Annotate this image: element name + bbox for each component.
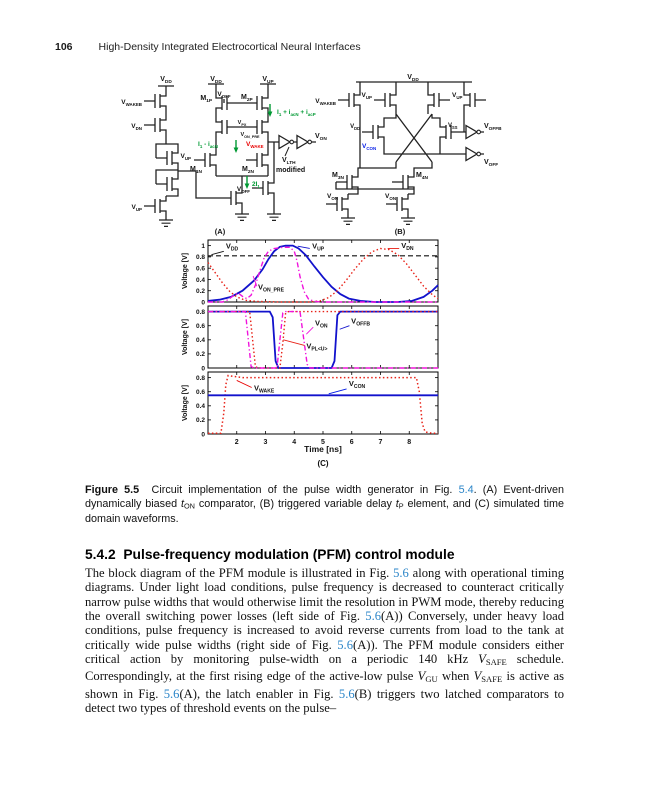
nmos-transistor-m2n	[246, 150, 268, 170]
text-run: V	[350, 124, 355, 130]
text-run: WAKE	[250, 144, 264, 149]
label-vlth	[282, 157, 296, 166]
cross-reference-link[interactable]: 5.6	[338, 686, 355, 701]
label-m2p	[241, 94, 253, 103]
running-title: High-Density Integrated Electrocortical Neural Interfaces	[98, 41, 361, 53]
text-run: M	[190, 166, 196, 173]
label-m4n	[416, 172, 428, 181]
text-run: 1	[278, 112, 282, 117]
label-vdd	[160, 76, 172, 85]
text-run: ON	[389, 196, 396, 201]
cross-reference-link[interactable]: 5.4	[458, 484, 474, 496]
y-tick-label: 0.6	[195, 389, 205, 397]
text-run: WAKEB	[319, 101, 336, 106]
text-run: element, and (C) simulated time domain waveforms.	[85, 498, 564, 525]
label-von-right	[385, 193, 396, 201]
x-tick-label: 4	[292, 439, 297, 446]
text-run: + i	[298, 109, 308, 116]
text-run: OFF	[241, 189, 250, 194]
annotation-arrow	[329, 389, 347, 394]
text-run: V	[478, 652, 486, 667]
text-run: ON	[183, 501, 195, 511]
text-run: 4N	[421, 176, 428, 181]
text-run: V	[362, 143, 367, 150]
text-run: DD	[214, 80, 222, 85]
figure-panel-tag-b: (B)	[394, 227, 406, 236]
text-run: OFFB	[356, 321, 371, 328]
text-run: I	[277, 109, 279, 116]
text-run: 3N	[337, 176, 344, 181]
text-run: GU	[425, 674, 438, 685]
text-run: + i	[281, 109, 291, 116]
nmos-transistor	[144, 196, 166, 216]
text-run: PL<U>	[311, 346, 328, 353]
label-voff	[217, 91, 230, 99]
text-run: CON	[353, 384, 366, 391]
series-label	[254, 383, 275, 394]
text-run: SAFE	[485, 657, 507, 668]
label-vup-mid	[181, 153, 192, 161]
x-tick-label: 3	[263, 439, 268, 446]
text-run: V	[417, 669, 426, 684]
text-run: V	[254, 383, 260, 393]
label-vdd-inner	[350, 124, 360, 131]
y-tick-label: 0.8	[195, 308, 205, 316]
text-run: SS	[452, 125, 458, 130]
series-label	[351, 317, 370, 328]
series-V_WAKE	[208, 376, 438, 434]
text-run: V	[315, 133, 320, 140]
text-run: SAFE	[481, 674, 503, 685]
text-run: M	[416, 172, 422, 179]
text-run: LTH	[286, 161, 296, 166]
text-run: UP	[135, 207, 142, 212]
text-run: comparator, (B) triggered variable delay	[194, 498, 396, 511]
text-run: I	[198, 141, 200, 148]
label-vpx	[238, 120, 247, 127]
series-label	[349, 379, 366, 390]
current-arrow	[234, 140, 239, 153]
series-label	[312, 241, 325, 252]
text-run: Figure 5.5	[85, 484, 140, 496]
x-tick-label: 5	[321, 439, 325, 446]
text-run: is active as shown in Fig.	[85, 669, 565, 701]
series-V_PL<U>	[208, 312, 438, 368]
pmos-transistor	[338, 90, 360, 110]
text-run: The block diagram of the PFM module is illustrated in Fig.	[85, 566, 394, 580]
x-tick-label: 6	[349, 439, 354, 446]
text-run: V	[361, 92, 366, 99]
text-run: PX	[241, 123, 247, 127]
label-voff-bot	[237, 186, 250, 194]
label-vup-right	[452, 92, 463, 100]
text-run: DN	[406, 245, 414, 252]
text-run: ON	[319, 137, 327, 142]
y-tick-label: 0.4	[195, 403, 205, 411]
x-tick-label: 2	[234, 439, 239, 446]
running-head	[55, 41, 361, 53]
y-tick-label: 0	[201, 365, 205, 373]
text-run: OFFB	[488, 127, 502, 132]
cross-reference-link[interactable]: 5.6	[365, 609, 382, 624]
series-V_UP	[208, 246, 438, 302]
text-run: ON_PRE	[263, 287, 284, 294]
text-run: (A), the latch enabler in Fig.	[179, 686, 339, 701]
pmos-transistor	[144, 115, 166, 135]
text-run: V	[315, 98, 320, 105]
ground-symbol	[401, 218, 415, 224]
label-vss	[448, 123, 458, 130]
text-run: WAKE	[259, 388, 275, 395]
circuit-wires	[336, 82, 484, 218]
text-run: V	[401, 240, 407, 250]
x-tick-label: 7	[378, 439, 383, 446]
text-run: V	[210, 76, 215, 83]
label-von-left	[327, 193, 338, 201]
label-vup-bot	[132, 204, 143, 212]
text-run: ON_PRE	[244, 135, 260, 139]
text-run: V	[484, 159, 489, 166]
text-run: 1	[257, 184, 260, 189]
text-run: V	[131, 204, 136, 211]
text-run: V	[312, 241, 318, 251]
pmos-transistor	[144, 91, 166, 111]
text-run: (A)) Conversely, under heavy load conditions, pulse frequency is increased to avoid reverse currents from load to the tank at critically wide pulse widths (right side of Fig.	[85, 609, 564, 652]
nmos-transistor	[156, 174, 178, 194]
text-run: t	[180, 498, 184, 511]
text-run: M	[242, 166, 248, 173]
y-tick-label: 0.8	[195, 374, 205, 382]
x-tick-label: 8	[407, 439, 412, 446]
text-run: ON	[319, 323, 328, 330]
cascode-transistor	[362, 122, 384, 142]
text-run: . (A) Event-driven dynamically biased	[85, 484, 564, 511]
text-run: P	[398, 501, 404, 511]
text-run: DD	[164, 80, 172, 85]
vlth-arrow	[285, 147, 289, 156]
section-heading: 5.4.2 Pulse-frequency modulation (PFM) control module	[85, 547, 455, 562]
label-m3n	[332, 172, 344, 181]
annotation-arrow	[237, 380, 252, 387]
text-run: V	[236, 186, 242, 193]
label-modified: modified	[276, 167, 306, 174]
cross-reference-link[interactable]: 5.6	[337, 637, 353, 652]
text-run: V	[121, 99, 126, 106]
label-m1p	[200, 95, 212, 104]
text-run: V	[448, 123, 453, 129]
y-tick-label: 0.6	[195, 265, 205, 273]
y-tick-label: 0.8	[195, 254, 205, 262]
series-V_ON	[208, 312, 438, 368]
label-voff	[484, 159, 498, 168]
text-run: UP	[317, 246, 325, 253]
label-vwake	[246, 141, 264, 149]
text-run: CON	[366, 146, 377, 151]
text-run: V	[180, 153, 185, 160]
text-run: along with operational timing diagrams. Under light load conditions, pulse frequency is decreased to counteract critically narrow pulse widths that would otherwise limit the resolution in PWM mode, thereby reducing the overall switching power losses (left side of Fig.	[85, 566, 564, 624]
label-vwakeb	[121, 99, 142, 107]
body-paragraph	[85, 566, 564, 715]
text-run: V	[407, 74, 412, 81]
text-run: acN	[290, 112, 299, 117]
y-axis-label: Voltage [V]	[182, 318, 189, 356]
nmos-transistor	[156, 148, 178, 168]
annotation-arrow	[340, 326, 350, 330]
circuit-b-schematic	[312, 70, 512, 238]
pmos-transistor-m2p	[246, 93, 268, 113]
label-current-sum	[277, 109, 316, 117]
ground-symbol	[267, 214, 281, 220]
text-run: ON	[331, 196, 338, 201]
text-run: V	[327, 193, 332, 200]
cascode-transistor	[246, 117, 268, 137]
waveform-plot	[180, 238, 450, 474]
annotation-arrow	[211, 251, 223, 254]
y-tick-label: 0.6	[195, 323, 205, 331]
text-run: (A)). The PFM module considers either critical action by monitoring pulse-width on a periodic 140 kHz	[85, 637, 564, 667]
text-run: (B) triggers two latched comparators to detect two types of threshold events on the pulse–	[85, 686, 565, 716]
text-run: DD	[354, 126, 360, 131]
text-run: OFF	[221, 94, 231, 99]
text-run: V	[473, 669, 482, 684]
text-run: V	[306, 341, 312, 351]
text-run: V	[160, 76, 165, 83]
ground-symbol	[235, 214, 249, 220]
inverter-gate	[466, 148, 481, 161]
y-tick-label: 0.2	[195, 288, 205, 296]
text-run: t	[395, 498, 399, 511]
y-tick-label: 0.4	[195, 337, 205, 345]
text-run: 1N	[195, 170, 202, 175]
text-run: V	[282, 157, 287, 164]
cross-reference-link[interactable]: 5.6	[393, 566, 409, 580]
text-run: M	[200, 95, 207, 102]
text-run: DN	[135, 126, 142, 131]
text-run: V	[131, 123, 136, 130]
x-axis-label: Time [ns]	[304, 444, 342, 454]
text-run: V	[258, 282, 264, 292]
label-m2n	[242, 166, 254, 175]
text-run: WAKEB	[125, 102, 142, 107]
y-tick-label: 0	[201, 431, 205, 439]
y-tick-label: 0	[201, 299, 205, 307]
text-run: 1	[199, 144, 203, 149]
text-run: acP	[307, 112, 316, 117]
annotation-arrow	[306, 327, 313, 334]
text-run: schedule. Correspondingly, at the first rising edge of the active-low pulse	[85, 652, 564, 684]
series-label	[226, 241, 239, 252]
label-vwakeb	[315, 98, 336, 106]
y-axis-label: Voltage [V]	[182, 252, 189, 290]
label-vup-left	[362, 92, 373, 100]
text-run: when	[437, 669, 474, 684]
text-run: 2N	[247, 170, 254, 175]
current-arrow	[245, 176, 250, 189]
text-run: 1P	[206, 99, 212, 104]
text-run: V	[240, 132, 245, 138]
panel-frame	[208, 306, 438, 368]
cross-reference-link[interactable]: 5.6	[163, 686, 180, 701]
figure-panel-tag-a: (A)	[214, 227, 226, 236]
annotation-arrow	[283, 340, 304, 346]
text-run: UP	[365, 95, 372, 100]
text-run: DD	[411, 78, 419, 83]
pmos-transistor	[428, 90, 450, 110]
panel-frame	[208, 372, 438, 434]
ground-symbol	[159, 220, 173, 226]
figure-panel-tag-c: (C)	[317, 459, 329, 468]
pmos-transistor	[464, 90, 486, 110]
series-V_DN	[208, 249, 438, 303]
text-run: M	[332, 172, 338, 179]
inverter-gate	[466, 126, 481, 139]
text-run: 2I	[252, 181, 258, 188]
page-number: 106	[55, 41, 73, 53]
text-run: V	[217, 91, 222, 98]
text-run: V	[385, 193, 390, 200]
text-run: V	[348, 379, 354, 389]
series-label	[306, 341, 327, 352]
text-run: UP	[267, 80, 274, 85]
text-run: - i	[202, 141, 210, 148]
figure-caption	[85, 483, 564, 526]
label-current-diff	[198, 141, 218, 149]
text-run: V	[262, 76, 268, 83]
series-label	[401, 241, 414, 252]
text-run: V	[314, 318, 320, 328]
text-run: DD	[230, 246, 239, 253]
text-run: OFF	[488, 163, 499, 168]
y-tick-label: 0.4	[195, 276, 205, 284]
cascode-transistor	[216, 117, 238, 137]
series-label	[258, 283, 285, 294]
text-run: V	[225, 241, 231, 251]
series-label	[315, 319, 328, 330]
inverter-gate	[279, 136, 294, 149]
text-run: Circuit implementation of the pulse width generator in Fig.	[139, 484, 459, 496]
text-run: V	[237, 120, 242, 126]
text-run: acN	[209, 144, 218, 149]
text-run: V	[351, 316, 357, 326]
label-tail-current	[252, 181, 260, 189]
inverter-gate	[297, 136, 312, 149]
text-run: V	[452, 92, 457, 99]
text-run: V	[246, 141, 251, 148]
text-run: M	[241, 94, 247, 101]
text-run: 2P	[246, 98, 253, 103]
pmos-transistor	[374, 90, 396, 110]
label-voffb	[484, 123, 502, 132]
label-m1n	[190, 166, 202, 175]
label-vcon	[362, 143, 376, 151]
label-vdn	[131, 123, 142, 131]
series-V_OFFB	[208, 312, 438, 368]
circuit-a-schematic	[120, 70, 332, 238]
y-axis-label: Voltage [V]	[182, 384, 189, 422]
ground-symbol	[341, 218, 355, 224]
nmos-transistor-m1n	[194, 150, 216, 170]
annotation-arrow	[298, 246, 310, 248]
text-run: V	[484, 123, 489, 130]
y-tick-label: 0.2	[195, 417, 205, 425]
y-tick-label: 0.2	[195, 351, 205, 359]
y-tick-label: 1	[201, 242, 205, 250]
text-run: UP	[456, 95, 463, 100]
text-run: UP	[184, 156, 191, 161]
